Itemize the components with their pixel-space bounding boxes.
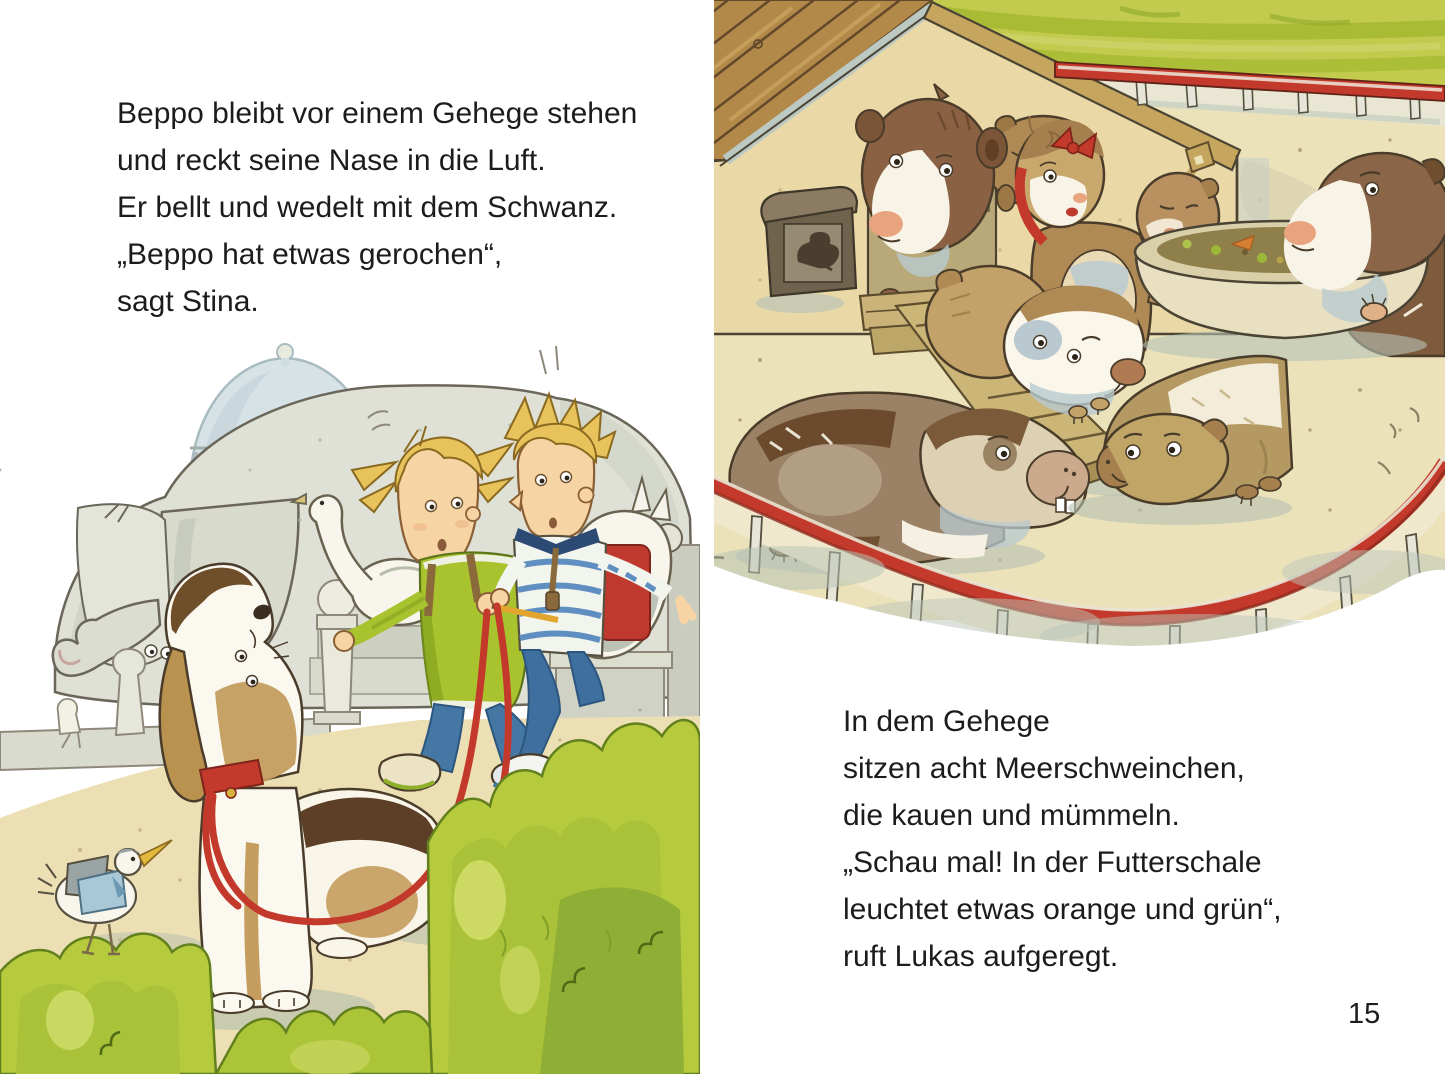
stina-mouth bbox=[438, 539, 447, 551]
story-line: „Beppo hat etwas gerochen“, bbox=[117, 238, 503, 271]
paw-on-bowl bbox=[1361, 303, 1387, 321]
story-line: und reckt seine Nase in die Luft. bbox=[117, 144, 546, 177]
story-line: sagt Stina. bbox=[117, 285, 259, 318]
pig-lips bbox=[1066, 208, 1078, 217]
right-page bbox=[700, 0, 1445, 1074]
page-gutter bbox=[700, 0, 714, 660]
left-story-text bbox=[117, 90, 677, 325]
story-line: die kauen und mümmeln. bbox=[843, 799, 1180, 832]
collar-tag bbox=[226, 788, 236, 798]
teeth bbox=[1056, 498, 1065, 512]
story-line: Beppo bleibt vor einem Gehege stehen bbox=[117, 97, 638, 130]
story-line: ruft Lukas aufgeregt. bbox=[843, 940, 1119, 973]
page-number: 15 bbox=[1348, 998, 1381, 1030]
left-page bbox=[0, 0, 700, 1074]
story-line: „Schau mal! In der Futterschale bbox=[843, 846, 1262, 879]
tiny-chick-statue bbox=[58, 699, 80, 734]
right-story-text bbox=[843, 698, 1403, 980]
story-line: In dem Gehege bbox=[843, 705, 1050, 738]
story-line: sitzen acht Meerschweinchen, bbox=[843, 752, 1245, 785]
guinea-pig-enclosure-illustration bbox=[700, 0, 1445, 660]
story-line: leuchtet etwas orange und grün“, bbox=[843, 893, 1282, 926]
story-line: Er bellt und wedelt mit dem Schwanz. bbox=[117, 191, 618, 224]
